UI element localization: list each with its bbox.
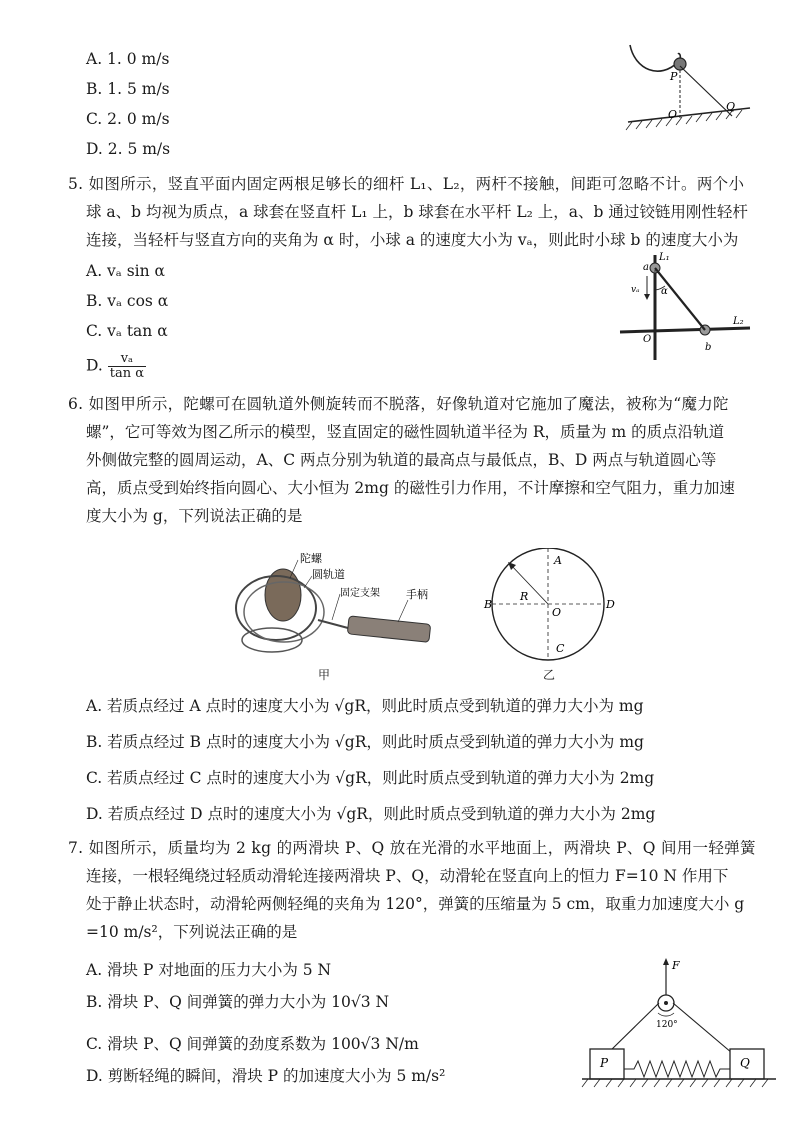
q5-option-d	[86, 352, 146, 381]
q6-option-a: A. 若质点经过 A 点时的速度大小为 √gR，则此时质点受到轨道的弹力大小为 mg	[86, 697, 644, 715]
label-handle: 手柄	[406, 588, 428, 601]
q6-stem-line-2: 螺”，它可等效为图乙所示的模型，竖直固定的磁性圆轨道半径为 R，质量为 m 的质点沿轨道	[86, 423, 725, 441]
label-alpha: α	[661, 286, 668, 297]
label-q: Q	[726, 100, 736, 113]
force-arrow-icon	[663, 958, 669, 965]
label-p: P	[600, 1056, 609, 1070]
label-support: 固定支架	[340, 588, 380, 599]
q7-stem-line-2: 连接，一根轻绳绕过轻质动滑轮连接两滑块 P、Q，动滑轮在竖直向上的恒力 F=10 N 作用下	[86, 867, 729, 885]
label-l2: L₂	[733, 316, 744, 327]
q5-option-d-prefix: D.	[86, 356, 103, 375]
ball-p-icon	[674, 58, 686, 70]
q7-option-b: B. 滑块 P、Q 间弹簧的弹力大小为 10√3 N	[86, 993, 390, 1011]
q6-stem-line-3: 外侧做完整的圆周运动，A、C 两点分别为轨道的最高点与最低点，B、D 两点与轨道圆心等	[86, 451, 717, 469]
q5-option-b: B. vₐ cos α	[86, 292, 169, 310]
q4-figure	[620, 40, 760, 140]
q6-option-b: B. 若质点经过 B 点时的速度大小为 √gR，则此时质点受到轨道的弹力大小为 mg	[86, 733, 644, 751]
handle-icon	[347, 616, 430, 642]
label-va: vₐ	[631, 285, 640, 295]
q7-option-c: C. 滑块 P、Q 间弹簧的劲度系数为 100√3 N/m	[86, 1035, 419, 1053]
q4-option-b: B. 1. 5 m/s	[86, 80, 170, 98]
q6-stem-line-5: 度大小为 g，下列说法正确的是	[86, 507, 303, 525]
label-a: a	[643, 262, 649, 273]
q6-figure-jia	[228, 550, 448, 680]
q6-fig-yi-caption: 乙	[543, 668, 556, 682]
label-track: 圆轨道	[312, 568, 345, 581]
q5-option-d-fraction	[108, 352, 146, 381]
q5-figure	[615, 250, 755, 365]
q5-option-a: A. vₐ sin α	[86, 262, 165, 280]
label-a: A	[554, 554, 562, 567]
q5-stem-line-3: 连接，当轻杆与竖直方向的夹角为 α 时，小球 a 的速度大小为 vₐ，则此时小球 b 的速度大小为	[86, 231, 739, 249]
q4-option-c: C. 2. 0 m/s	[86, 110, 170, 128]
q6-fig-jia-caption: 甲	[318, 668, 331, 682]
fraction-numerator: vₐ	[108, 352, 146, 367]
q6-option-c: C. 若质点经过 C 点时的速度大小为 √gR，则此时质点受到轨道的弹力大小为 2mg	[86, 769, 655, 787]
label-c: C	[556, 642, 565, 655]
q5-stem-line-1: 5. 如图所示，竖直平面内固定两根足够长的细杆 L₁、L₂，两杆不接触，间距可忽略不计。两个小	[68, 175, 745, 193]
label-gyro: 陀螺	[300, 552, 322, 565]
label-f: F	[672, 959, 680, 972]
spring-icon	[624, 1061, 730, 1077]
q7-stem-line-4: =10 m/s²，下列说法正确的是	[86, 923, 298, 941]
q7-stem-line-1: 7. 如图所示，质量均为 2 kg 的两滑块 P、Q 放在光滑的水平地面上，两滑块 P、Q 间用一轻弹簧	[68, 839, 756, 857]
label-b: B	[484, 598, 493, 611]
label-p: P	[670, 70, 678, 83]
q5-stem-line-2: 球 a、b 均视为质点，a 球套在竖直杆 L₁ 上，b 球套在水平杆 L₂ 上，a、b 通过铰链用刚性轻杆	[86, 203, 748, 221]
q7-option-a: A. 滑块 P 对地面的压力大小为 5 N	[86, 961, 332, 979]
fraction-denominator: tan α	[109, 366, 145, 381]
label-b: b	[705, 342, 712, 353]
label-r: R	[520, 590, 529, 603]
q6-figure-yi	[480, 548, 620, 668]
label-d: D	[606, 598, 615, 611]
label-q: Q	[740, 1056, 750, 1070]
q4-option-a: A. 1. 0 m/s	[86, 50, 170, 68]
q6-option-d: D. 若质点经过 D 点时的速度大小为 √gR，则此时质点受到轨道的弹力大小为 2mg	[86, 805, 656, 823]
label-o: O	[552, 606, 562, 619]
q4-option-d: D. 2. 5 m/s	[86, 140, 171, 158]
q5-option-c: C. vₐ tan α	[86, 322, 168, 340]
q6-stem-line-4: 高，质点受到始终指向圆心、大小恒为 2mg 的磁性引力作用，不计摩擦和空气阻力，重力加速	[86, 479, 735, 497]
q7-figure	[580, 955, 780, 1090]
label-o: O	[668, 108, 678, 121]
label-l1: L₁	[659, 252, 670, 263]
q7-stem-line-3: 处于静止状态时，动滑轮两侧轻绳的夹角为 120°，弹簧的压缩量为 5 cm，取重力加速度大小 g	[86, 895, 745, 913]
q7-option-d: D. 剪断轻绳的瞬间，滑块 P 的加速度大小为 5 m/s²	[86, 1067, 446, 1085]
q6-stem-line-1: 6. 如图甲所示，陀螺可在圆轨道外侧旋转而不脱落，好像轨道对它施加了魔法，被称为“魔力陀	[68, 395, 729, 413]
label-o: O	[643, 334, 652, 345]
label-angle: 120°	[656, 1020, 678, 1030]
